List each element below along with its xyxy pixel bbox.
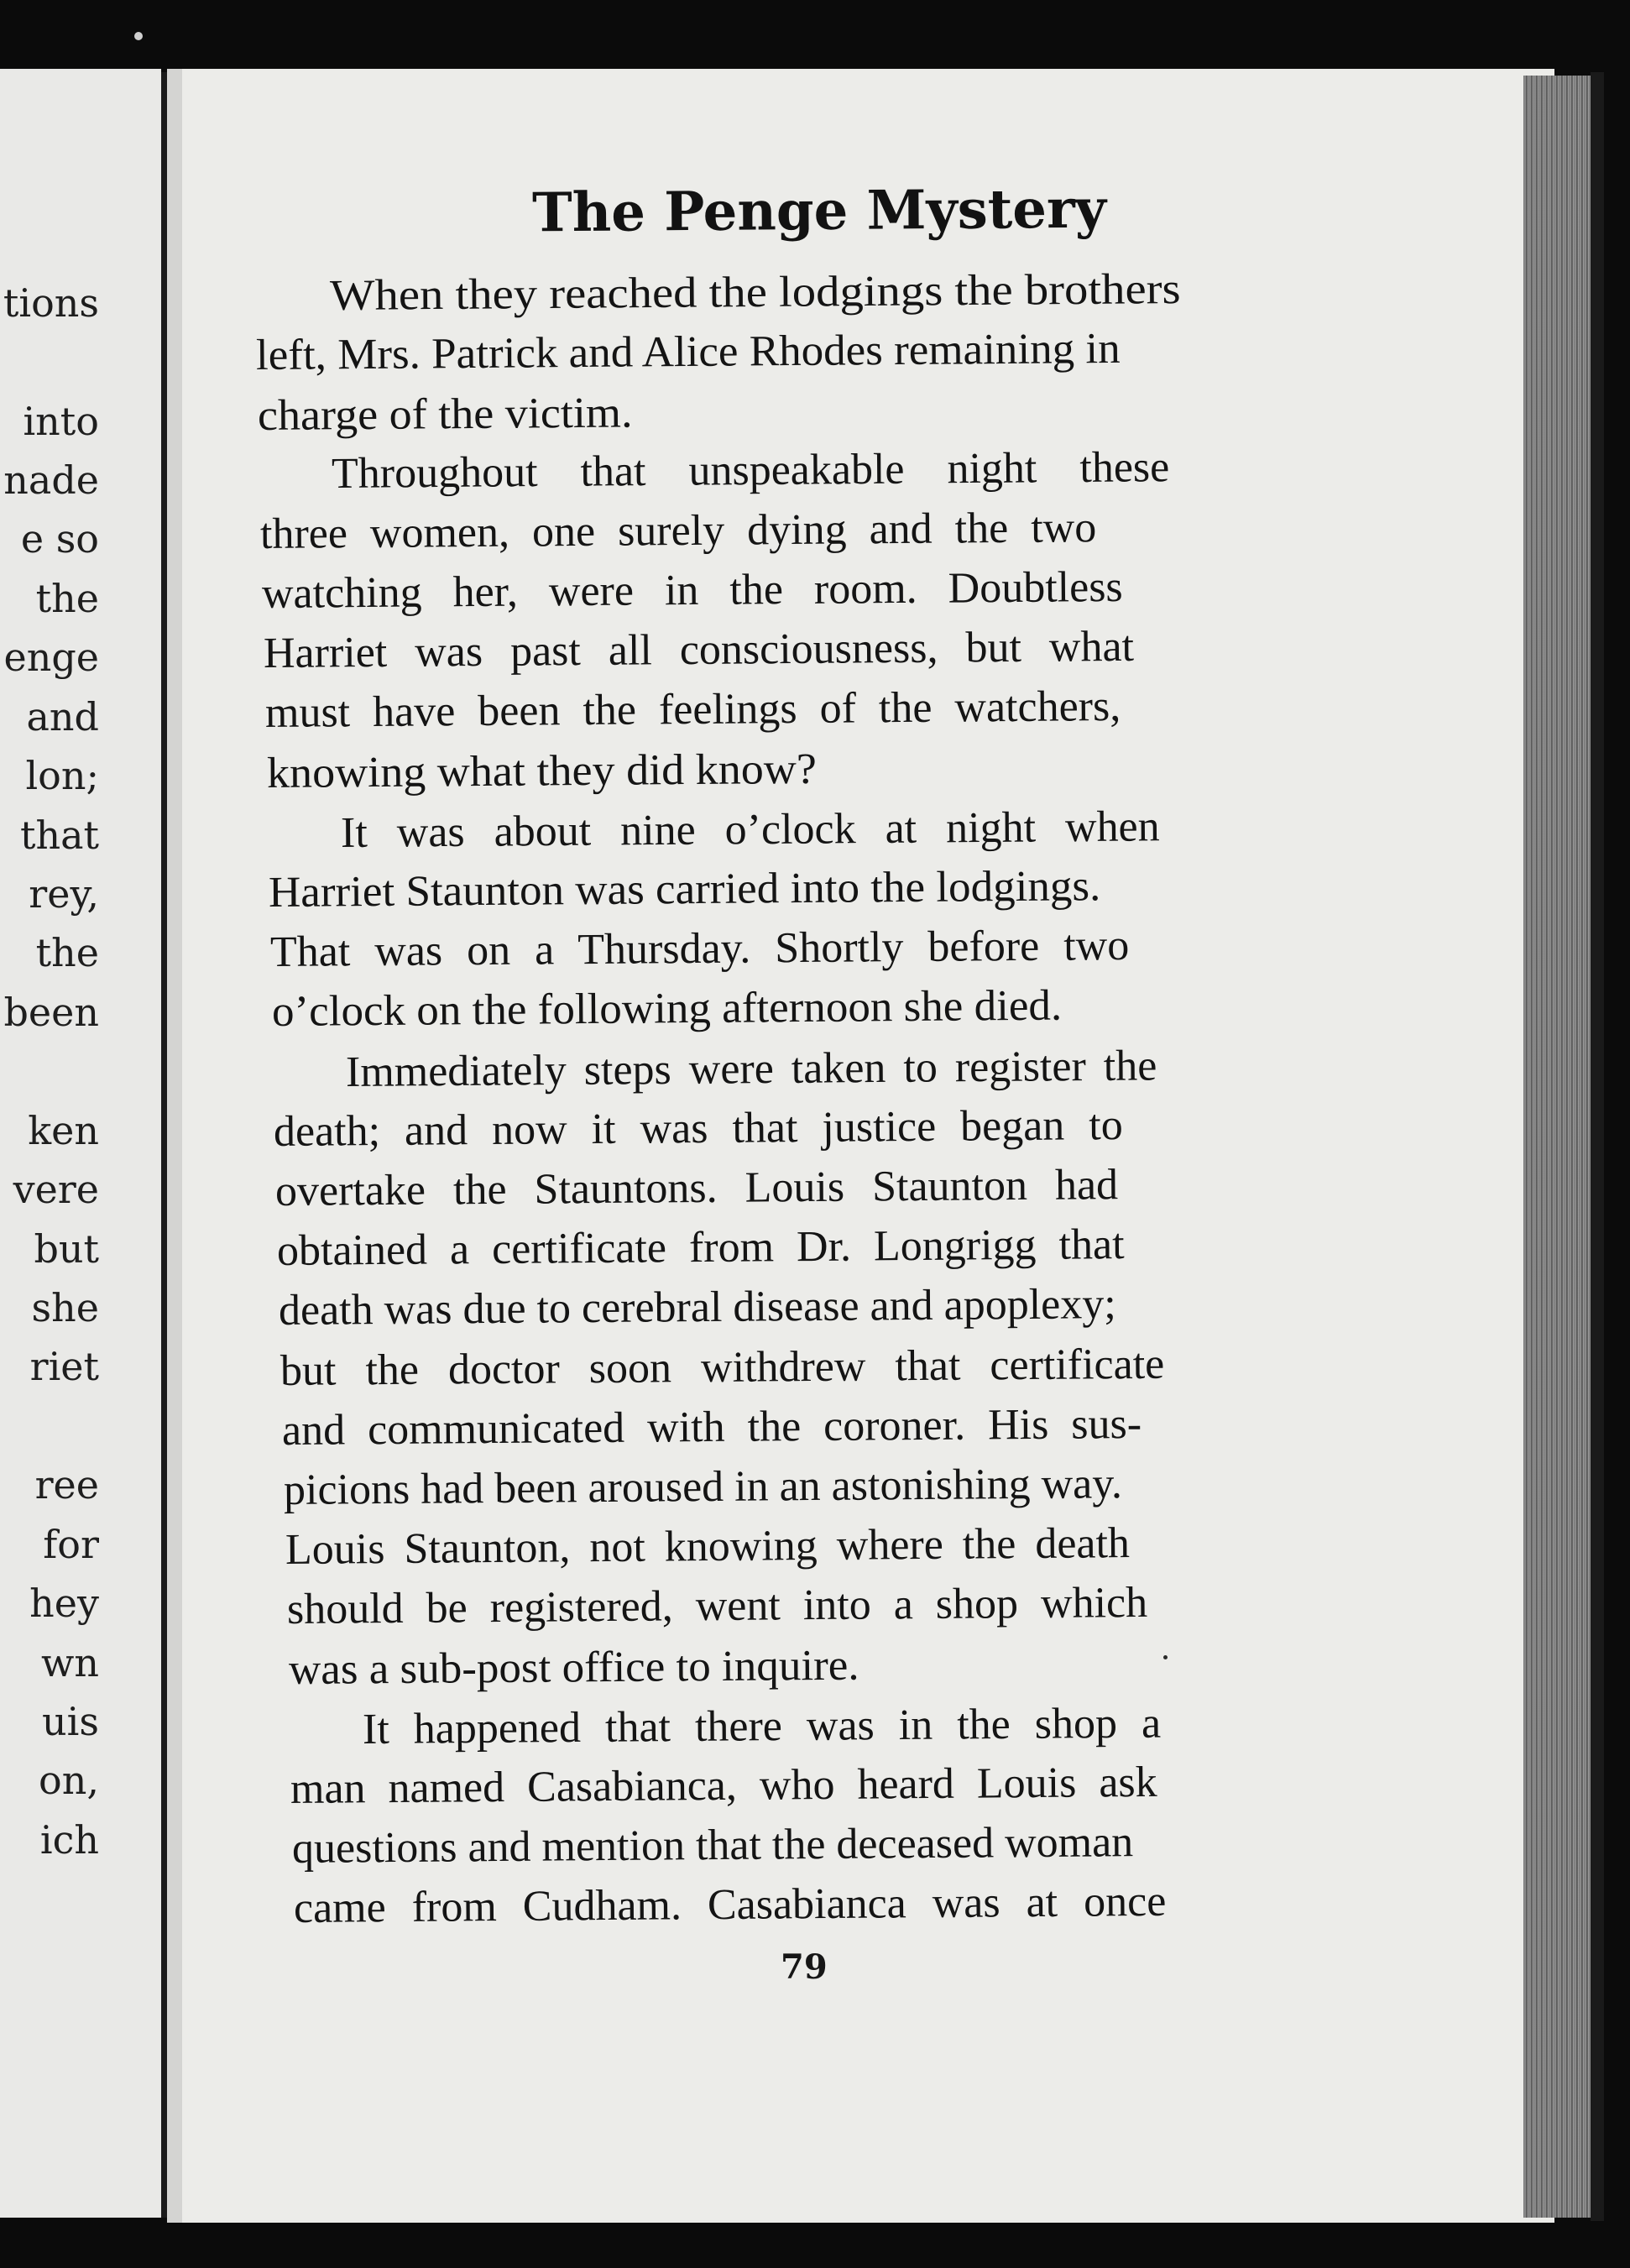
text-line: picions had been aroused in an astonishing way. <box>283 1460 1123 1514</box>
text-line: came from Cudham. Casabianca was at once <box>293 1877 1167 1932</box>
left-page-fragment: riet <box>29 1344 99 1389</box>
text-line: Harriet Staunton was carried into the lodgings. <box>268 862 1101 917</box>
left-page-fragment: rey, <box>29 871 99 917</box>
text-line: o’clock on the following afternoon she died. <box>271 981 1063 1036</box>
left-page-fragment: uis <box>42 1699 99 1744</box>
text-line: questions and mention that the deceased woman <box>291 1818 1134 1873</box>
left-page-fragment: that <box>19 813 99 858</box>
text-line: was a sub-post office to inquire. <box>288 1641 859 1694</box>
text-line: death was due to cerebral disease and apoplexy; <box>278 1280 1116 1335</box>
left-page-fragment: enge <box>3 635 99 680</box>
book-cover-edge <box>1591 72 1604 2221</box>
page-gutter <box>167 69 182 2223</box>
text-line: When they reached the lodgings the brothers <box>329 265 1181 320</box>
left-page-fragment: wn <box>41 1640 99 1685</box>
left-page-fragment: the <box>35 576 99 621</box>
text-line: left, Mrs. Patrick and Alice Rhodes remaining in <box>255 324 1121 379</box>
left-page-fragment: ich <box>39 1817 99 1863</box>
left-page-fragment: tions <box>3 280 99 326</box>
left-page-fragment: hey <box>29 1581 99 1626</box>
text-line: Harriet was past all consciousness, but what <box>263 622 1135 677</box>
text-line: but the doctor soon withdrew that certificate <box>280 1340 1165 1395</box>
left-page-fragment: ree <box>34 1462 99 1508</box>
text-line: Louis Staunton, not knowing where the death <box>285 1519 1131 1574</box>
text-line: and communicated with the coroner. His sus- <box>281 1399 1142 1455</box>
left-page-fragment: but <box>34 1226 99 1272</box>
text-line: charge of the victim. <box>257 389 633 440</box>
text-line: must have been the feelings of the watchers, <box>264 682 1121 737</box>
left-page-fragment: ken <box>28 1108 99 1153</box>
text-line: should be registered, went into a shop which <box>286 1578 1148 1633</box>
left-page-fragment: the <box>35 930 99 975</box>
running-head: The Penge Mystery <box>531 177 1107 245</box>
text-line: overtake the Stauntons. Louis Staunton had <box>274 1161 1119 1215</box>
left-page-fragment: been <box>3 990 99 1035</box>
text-line: Throughout that unspeakable night these <box>331 443 1170 498</box>
dust-speck <box>134 32 143 40</box>
left-page-fragment: into <box>23 399 99 444</box>
page-block-edges <box>1523 76 1591 2218</box>
text-line: obtained a certificate from Dr. Longrigg that <box>276 1220 1125 1275</box>
text-line: knowing what they did know? <box>266 745 818 797</box>
text-line: three women, one surely dying and the two <box>259 504 1097 558</box>
book-binding-edge <box>161 72 167 2218</box>
left-page-fragment: vere <box>13 1167 99 1212</box>
text-line: Immediately steps were taken to register the <box>345 1042 1157 1096</box>
left-page-fragment: for <box>43 1522 99 1567</box>
text-line: man named Casabianca, who heard Louis ask <box>290 1758 1157 1813</box>
left-page-fragment: on, <box>39 1758 99 1803</box>
text-line: That was on a Thursday. Shortly before two <box>269 921 1130 976</box>
text-line: It happened that there was in the shop a <box>362 1699 1162 1753</box>
text-line: watching her, were in the room. Doubtless <box>261 562 1123 618</box>
text-line: It was about nine o’clock at night when <box>340 802 1160 857</box>
left-page-fragment: and <box>26 694 99 739</box>
left-page-fragment: lon; <box>25 753 99 798</box>
left-page-fragment: she <box>31 1285 99 1330</box>
text-line: death; and now it was that justice began to <box>273 1101 1123 1156</box>
left-page-fragment: e so <box>20 516 99 562</box>
left-page-fragment: nade <box>3 457 99 503</box>
page-number: 79 <box>781 1947 828 1987</box>
dust-speck <box>1163 1655 1168 1659</box>
left-facing-page <box>0 69 161 2218</box>
